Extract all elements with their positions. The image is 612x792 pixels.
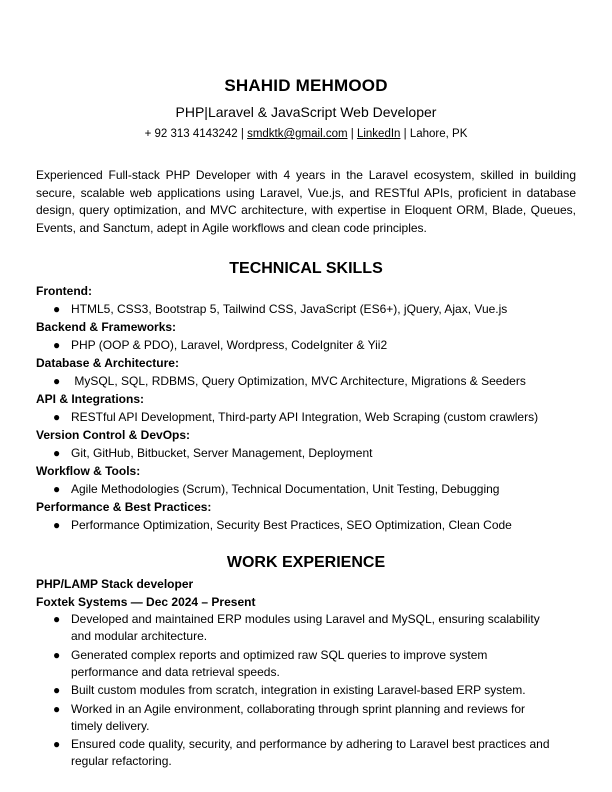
skill-item-text: Performance Optimization, Security Best Practices, SEO Optimization, Clean Code [71, 518, 512, 532]
duty-text: Generated complex reports and optimized raw SQL queries to improve system performance and data retrieval speeds. [71, 647, 488, 679]
separator: | [350, 128, 357, 140]
duty-item [36, 611, 551, 645]
bullet-icon: ● [53, 701, 61, 716]
duty-text: Built custom modules from scratch, integration in existing Laravel-based ERP system. [71, 683, 526, 697]
bullet-icon: ● [53, 612, 61, 626]
bullet-icon: ● [53, 683, 61, 697]
bullet-icon: ● [53, 518, 61, 532]
phone-number: + 92 313 4143242 [144, 128, 238, 140]
separator: | [403, 128, 410, 140]
skill-item [36, 336, 576, 354]
candidate-title: PHP|Laravel & JavaScript Web Developer [175, 104, 437, 120]
bullet-icon: ● [53, 737, 61, 751]
skill-item-text: HTML5, CSS3, Bootstrap 5, Tailwind CSS, JavaScript (ES6+), jQuery, Ajax, Vue.js [71, 302, 508, 316]
skill-item-text: RESTful API Development, Third-party API Integration, Web Scraping (custom crawlers) [71, 410, 539, 424]
skill-item-text: Git, GitHub, Bitbucket, Server Management, Deployment [71, 446, 373, 460]
bullet-icon: ● [53, 338, 61, 352]
bullet-icon: ● [53, 482, 61, 496]
work-experience-heading: WORK EXPERIENCE [226, 554, 386, 571]
candidate-name: SHAHID MEHMOOD [224, 76, 388, 95]
contact-line [36, 128, 576, 140]
bullet-icon: ● [53, 302, 61, 316]
skill-category-label: API & Integrations: [36, 392, 145, 406]
bullet-icon: ● [53, 647, 61, 662]
duty-item [36, 647, 551, 681]
skill-item [36, 300, 576, 318]
skill-category-label: Frontend: [36, 284, 92, 298]
skill-item [36, 480, 576, 498]
separator: | [240, 128, 248, 140]
skill-item [36, 372, 576, 390]
skill-item [36, 408, 576, 426]
skill-category-label: Workflow & Tools: [36, 464, 141, 478]
skill-item-text: Agile Methodologies (Scrum), Technical Documentation, Unit Testing, Debugging [71, 482, 500, 496]
job-role: PHP/LAMP Stack developer [36, 577, 194, 591]
company-and-dates: Foxtek Systems — Dec 2024 – Present [36, 595, 256, 609]
linkedin-link[interactable]: LinkedIn [356, 128, 401, 140]
skill-category-label: Database & Architecture: [36, 356, 179, 370]
bullet-icon: ● [53, 374, 61, 388]
skill-category-label: Performance & Best Practices: [36, 500, 212, 514]
bullet-icon: ● [53, 446, 61, 460]
duty-text: Ensured code quality, security, and performance by adhering to Laravel best practices and regular refactoring. [71, 737, 550, 768]
skill-item-text: MySQL, SQL, RDBMS, Query Optimization, MVC Architecture, Migrations & Seeders [71, 374, 526, 388]
duty-item [36, 701, 551, 735]
duty-text: Worked in an Agile environment, collaborating through sprint planning and reviews for timely delivery. [71, 701, 526, 733]
professional-summary: Experienced Full-stack PHP Developer with 4 years in the Laravel ecosystem, skilled in building secure, scalable web applications using Laravel, Vue.js, and RESTful APIs, proficient in database design, query optimization, and MVC architecture, with expertise in Eloquent ORM, Blade, Queues, Events, and Sanctum, adept in Agile workflows and clean code principles. [36, 168, 576, 235]
skill-item [36, 516, 576, 534]
duty-item [36, 736, 551, 770]
bullet-icon: ● [53, 410, 61, 424]
experience-entry [36, 575, 576, 772]
email-link[interactable]: smdktk@gmail.com [247, 128, 348, 140]
duty-item [36, 682, 551, 699]
location: Lahore, PK [409, 128, 468, 140]
skill-item-text: PHP (OOP & PDO), Laravel, Wordpress, CodeIgniter & Yii2 [71, 338, 388, 352]
technical-skills-heading: TECHNICAL SKILLS [229, 260, 383, 277]
skill-item [36, 444, 576, 462]
skills-list [36, 282, 576, 534]
skill-category-label: Version Control & DevOps: [36, 428, 191, 442]
duty-text: Developed and maintained ERP modules using Laravel and MySQL, ensuring scalability and modular architecture. [71, 612, 540, 643]
skill-category-label: Backend & Frameworks: [36, 320, 177, 334]
